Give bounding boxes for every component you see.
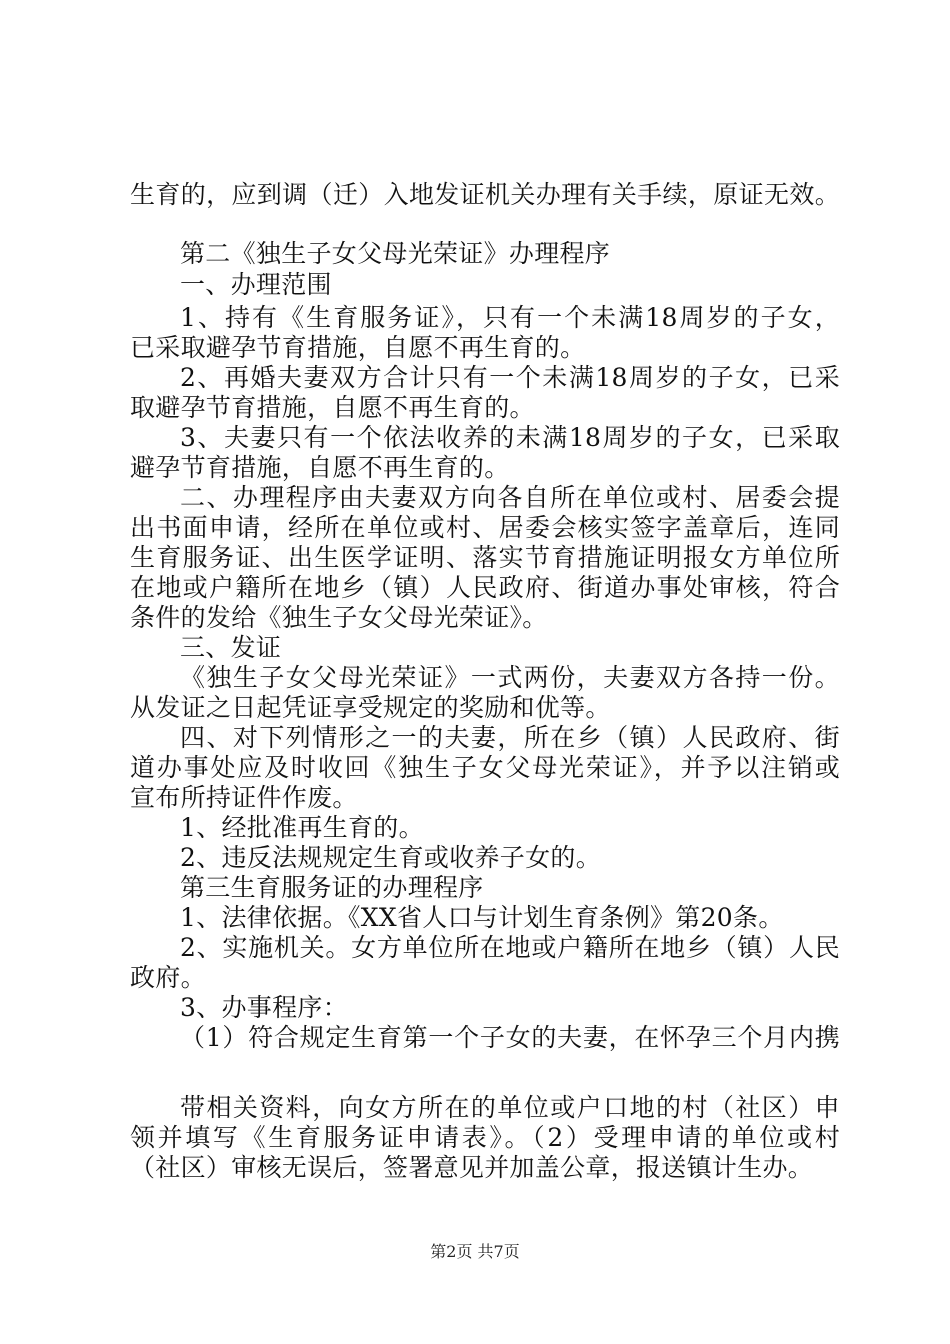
text-line: 生育的，应到调（迁）入地发证机关办理有关手续，原证无效。	[130, 180, 840, 209]
text-line: （1）符合规定生育第一个子女的夫妻，在怀孕三个月内携	[180, 1023, 840, 1052]
subsection-heading: 三、发证	[180, 633, 282, 662]
text-line: 1、法律依据。《XX省人口与计划生育条例》第20条。	[180, 903, 784, 932]
text-line: 宣布所持证件作废。	[130, 783, 358, 812]
text-line: 取避孕节育措施，自愿不再生育的。	[130, 393, 535, 422]
text-line: （社区）审核无误后，签署意见并加盖公章，报送镇计生办。	[130, 1153, 814, 1182]
text-line: 1、经批准再生育的。	[180, 813, 424, 842]
text-line: 生育服务证、出生医学证明、落实节育措施证明报女方单位所	[130, 543, 840, 572]
text-line: 1、持有《生育服务证》，只有一个未满18周岁的子女，	[180, 303, 840, 332]
text-line: 《独生子女父母光荣证》一式两份，夫妻双方各持一份。	[180, 663, 840, 692]
text-line: 四、对下列情形之一的夫妻，所在乡（镇）人民政府、街	[180, 723, 840, 752]
text-line: 2、违反法规规定生育或收养子女的。	[180, 843, 602, 872]
text-line: 在地或户籍所在地乡（镇）人民政府、街道办事处审核，符合	[130, 573, 840, 602]
text-line: 3、夫妻只有一个依法收养的未满18周岁的子女，已采取	[180, 423, 840, 452]
text-line: 政府。	[130, 963, 206, 992]
text-line: 道办事处应及时收回《独生子女父母光荣证》，并予以注销或	[130, 753, 840, 782]
text-line: 已采取避孕节育措施，自愿不再生育的。	[130, 333, 586, 362]
text-line: 3、办事程序：	[180, 993, 349, 1022]
text-line: 避孕节育措施，自愿不再生育的。	[130, 453, 510, 482]
text-line: 二、办理程序由夫妻双方向各自所在单位或村、居委会提	[180, 483, 840, 512]
text-line: 领并填写《生育服务证申请表》。（2）受理申请的单位或村	[130, 1123, 840, 1152]
text-line: 2、再婚夫妻双方合计只有一个未满18周岁的子女，已采	[180, 363, 840, 392]
text-line: 条件的发给《独生子女父母光荣证》。	[130, 603, 548, 632]
text-line: 带相关资料，向女方所在的单位或户口地的村（社区）申	[180, 1093, 840, 1122]
subsection-heading: 一、办理范围	[180, 270, 332, 299]
text-line: 出书面申请，经所在单位或村、居委会核实签字盖章后，连同	[130, 513, 840, 542]
text-line: 从发证之日起凭证享受规定的奖励和优等。	[130, 693, 611, 722]
section-heading: 第三生育服务证的办理程序	[180, 873, 484, 902]
section-heading: 第二《独生子女父母光荣证》办理程序	[180, 239, 611, 268]
text-line: 2、实施机关。女方单位所在地或户籍所在地乡（镇）人民	[180, 933, 840, 962]
page-footer: 第2页 共7页	[430, 1242, 520, 1261]
